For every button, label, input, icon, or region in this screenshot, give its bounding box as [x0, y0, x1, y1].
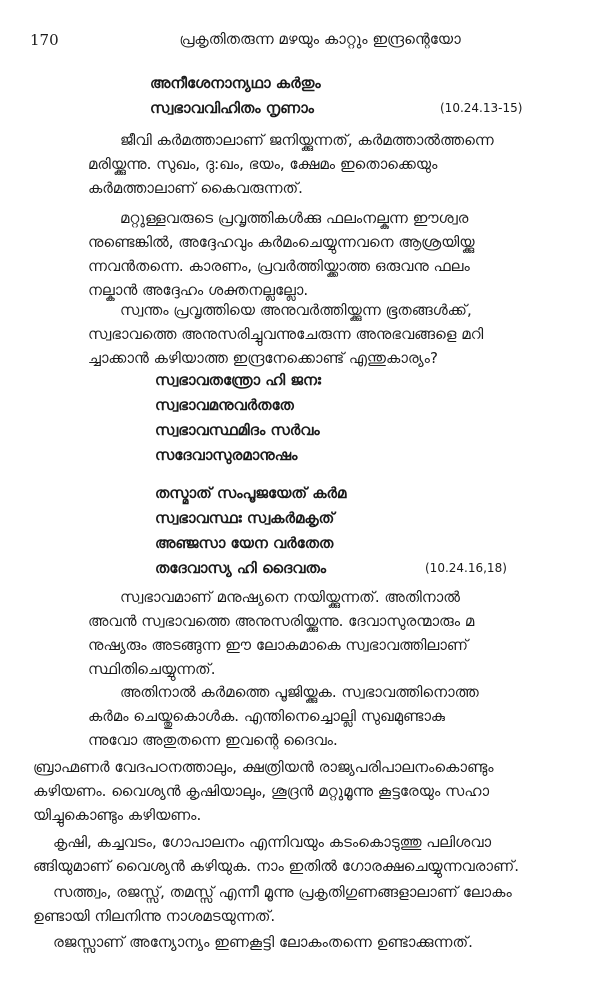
verse-3-line-4: തദേവാസ്യ ഹി ദൈവതം — [155, 559, 327, 577]
running-header-title: പ്രകൃതിതരുന്ന മഴയും കാറ്റും ഇന്ദ്രന്റെയോ — [179, 30, 461, 48]
verse-3-line-1: തസ്മാത് സംപൂജയേത് കർമ — [155, 484, 347, 502]
paragraph-line: ബ്രാഹ്മണർ വേദപഠനത്താലും, ക്ഷത്രിയൻ രാജ്യപരിപാലനംകൊണ്ടും — [33, 758, 494, 776]
paragraph-6 — [33, 755, 578, 827]
paragraph-8 — [33, 880, 578, 928]
paragraph-line: സ്വഭാവത്തെ അനുസരിച്ചുവന്നുചേരുന്ന അനുഭവങ്ങളെ മറി — [88, 325, 484, 343]
paragraph-line: ജീവി കർമത്താലാണ് ജനിയ്ക്കുന്നത്, കർമത്താൽത്തന്നെ — [120, 131, 494, 149]
verse-3-reference: (10.24.16,18) — [425, 561, 507, 575]
paragraph-line: കർമം ചെയ്തുകൊൾക. എന്തിനെച്ചൊല്ലി സുഖമുണ്ടാകു — [88, 707, 445, 725]
paragraph-line: കൃഷി, കച്ചവടം, ഗോപാലനം എന്നിവയും കടംകൊടുത്തു പലിശവാ — [53, 833, 492, 851]
paragraph-line: ഉണ്ടായി നിലനിന്നു നാശമടയുന്നത്. — [33, 907, 276, 925]
paragraph-line: നുഷ്യരും അടങ്ങുന്ന ഈ ലോകമാകെ സ്വഭാവത്തിലാണ് — [88, 636, 469, 654]
verse-1-line-2: സ്വഭാവവിഹിതം നൃണാം — [150, 99, 314, 117]
verse-3-line-2: സ്വഭാവസ്ഥഃ സ്വകർമകൃത് — [155, 509, 335, 527]
paragraph-3 — [88, 298, 520, 370]
paragraph-line: മറ്റുള്ളവരുടെ പ്രവൃത്തികൾക്കു ഫലംനല്കുന്ന ഈശ്വര — [120, 209, 469, 227]
paragraph-line: സ്വന്തം പ്രവൃത്തിയെ അനുവർത്തിയ്ക്കുന്ന ഭൂതങ്ങൾക്ക്, — [120, 301, 472, 319]
paragraph-line: അതിനാൽ കർമത്തെ പൂജിയ്ക്കുക. സ്വഭാവത്തിനൊത്ത — [120, 683, 479, 701]
paragraph-line: സ്ഥിതിചെയ്യുന്നത്. — [88, 660, 216, 678]
paragraph-5 — [88, 680, 520, 752]
verse-3-line-3: അഞ്ജസാ യേന വർതേത — [155, 534, 334, 552]
verse-2-line-3: സ്വഭാവസ്ഥമിദം സർവം — [155, 421, 320, 439]
paragraph-line: ങ്ങിയുമാണ് വൈശ്യൻ കഴിയുക. നാം ഇതിൽ ഗോരക്ഷചെയ്യുന്നവരാണ്. — [33, 857, 519, 875]
paragraph-line: നല്കാൻ അദ്ദേഹം ശക്തനല്ലല്ലോ. — [88, 281, 309, 299]
verse-2-line-4: സദേവാസുരമാനുഷം — [155, 446, 298, 464]
verse-1-reference: (10.24.13-15) — [440, 101, 523, 115]
verse-2-line-1: സ്വഭാവതന്ത്രോ ഹി ജനഃ — [155, 371, 321, 389]
paragraph-line: കർമത്താലാണ് കൈവരുന്നത്. — [88, 179, 303, 197]
paragraph-line: ന്നവൻതന്നെ. കാരണം, പ്രവർത്തിയ്ക്കാത്ത ഒരുവനു ഫലം — [88, 257, 470, 275]
paragraph-line: അവൻ സ്വഭാവത്തെ അനുസരിയ്ക്കുന്നു. ദേവാസുരന്മാരും മ — [88, 612, 475, 630]
paragraph-line: മരിയ്ക്കുന്നു. സുഖം, ദു:ഖം, ഭയം, ക്ഷേമം ഇതൊക്കെയും — [88, 155, 438, 173]
paragraph-line: രജസ്സാണ് അന്യോന്യം ഇണകൂട്ടി ലോകംതന്നെ ഉണ്ടാക്കുന്നത്. — [53, 933, 473, 951]
paragraph-9 — [33, 930, 578, 954]
paragraph-line: സത്ത്വം, രജസ്സ്, തമസ്സ് എന്നീ മൂന്നു പ്രകൃതിഗുണങ്ങളാലാണ് ലോകം — [53, 883, 512, 901]
paragraph-line: സ്വഭാവമാണ് മനുഷ്യനെ നയിയ്ക്കുന്നത്. അതിനാൽ — [120, 588, 460, 606]
page-number: 170 — [30, 31, 59, 49]
paragraph-line: ന്നുവോ അതുതന്നെ ഇവന്റെ ദൈവം. — [88, 731, 338, 749]
paragraph-line: യിച്ചുകൊണ്ടും കഴിയണം. — [33, 806, 202, 824]
paragraph-line: ച്ചാക്കാൻ കഴിയാത്ത ഇന്ദ്രനേക്കൊണ്ട് എന്തുകാര്യം? — [88, 349, 438, 367]
paragraph-7 — [33, 830, 578, 878]
paragraph-line: നുണ്ടെങ്കിൽ, അദ്ദേഹവും കർമംചെയ്യുന്നവനെ ആശ്രയിയ്ക്കു — [88, 233, 475, 251]
verse-1-line-1: അനീശേനാന്യഥാ കർതും — [150, 74, 321, 92]
paragraph-4 — [88, 585, 520, 681]
paragraph-2 — [88, 206, 520, 302]
paragraph-line: കഴിയണം. വൈശ്യൻ കൃഷിയാലും, ശൂദ്രൻ മറ്റുമൂന്നു കൂട്ടരേയും സഹാ — [33, 782, 490, 800]
paragraph-1 — [88, 128, 520, 200]
verse-2-line-2: സ്വഭാവമനുവർതതേ — [155, 396, 294, 414]
